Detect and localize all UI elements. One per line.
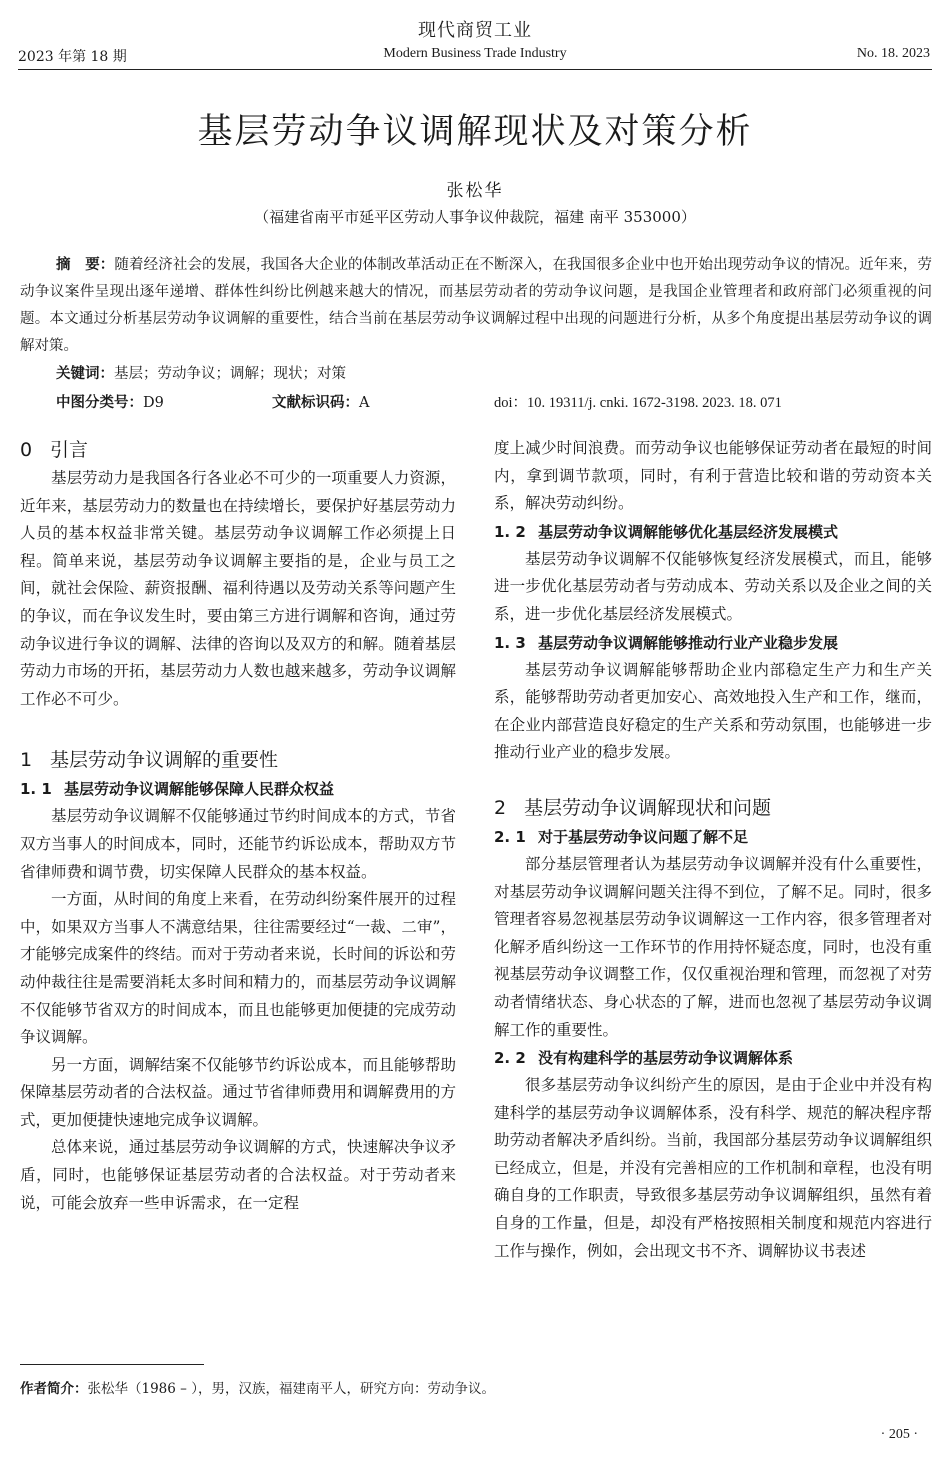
paragraph: 基层劳动力是我国各行各业必不可少的一项重要人力资源，近年来，基层劳动力的数量也在持续增长，要保护好基层劳动力人员的基本权益非常关键。基层劳动争议调解工作必须提上日程。简单来说，基层劳动争议调解主要指的是，企业与员工之间，就社会保险、薪资报酬、福利待遇以及劳动关系等问题产生的争议，而在争议发生时，要由第三方进行调解和咨询，通过劳动争议进行争议的调解、法律的咨询以及双方的和解。随着基层劳动力市场的开拓，基层劳动力人数也越来越多，劳动争议调解工作必不可少。 <box>20 469 456 708</box>
left-column <box>20 435 456 1217</box>
footnote-rule <box>20 1364 204 1365</box>
header-rule <box>18 69 932 70</box>
subsection-heading: 1. 3 基层劳动争议调解能够推动行业产业稳步发展 <box>494 633 839 652</box>
keywords-text: 基层；劳动争议；调解；现状；对策 <box>114 366 346 382</box>
doi: doi：10. 19311/j. cnki. 1672-3198. 2023. 18. 071 <box>494 395 782 411</box>
section-heading: 1 基层劳动争议调解的重要性 <box>20 749 279 772</box>
footnote-text: 张松华（1986 – ），男，汉族，福建南平人，研究方向：劳动争议。 <box>87 1381 495 1397</box>
footnote-label: 作者简介： <box>20 1381 88 1397</box>
clc-value: D9 <box>143 395 164 411</box>
subsection-heading: 1. 1 基层劳动争议调解能够保障人民群众权益 <box>20 780 335 799</box>
paragraph: 部分基层管理者认为基层劳动争议调解并没有什么重要性，对基层劳动争议调解问题关注得不到位，了解不足。同时，很多管理者容易忽视基层劳动争议调解这一工作内容，很多管理者对化解矛盾纠纷这一工作环节的作用持怀疑态度，同时，也没有重视基层劳动争议调整工作，仅仅重视治理和管理，而忽视了对劳动者情绪状态、身心状态的了解，进而也忽视了基层劳动争议调解工作的重要性。 <box>494 854 932 1039</box>
paragraph: 很多基层劳动争议纠纷产生的原因，是由于企业中并没有构建科学的基层劳动争议调解体系，没有科学、规范的解决程序帮助劳动者解决矛盾纠纷。当前，我国部分基层劳动争议调解组织已经成立，但是，并没有完善相应的工作机制和章程，也没有明确自身的工作职责，导致很多基层劳动争议调解组织，虽然有着自身的工作量，但是，却没有严格按照相关制度和规范内容进行工作与操作，例如，会出现文书不齐、调解协议书表述 <box>494 1076 932 1260</box>
abstract-text: 随着经济社会的发展，我国各大企业的体制改革活动正在不断深入，在我国很多企业中也开始出现劳动争议的情况。近年来，劳动争议案件呈现出逐年递增、群体性纠纷比例越来越大的情况，而基层劳动者的劳动争议问题，是我国企业管理者和政府部门必须重视的问题。本文通过分析基层劳动争议调解的重要性，结合当前在基层劳动争议调解过程中出现的问题进行分析，从多个角度提出基层劳动争议的调解对策。 <box>20 257 933 354</box>
article-title: 基层劳动争议调解现状及对策分析 <box>197 112 753 152</box>
section-heading: 2 基层劳动争议调解现状和问题 <box>494 796 772 819</box>
document-code <box>272 391 369 412</box>
article-author: 张松华 <box>446 181 504 201</box>
paragraph: 基层劳动争议调解不仅能够恢复经济发展模式，而且，能够进一步优化基层劳动者与劳动成本、劳动关系以及企业之间的关系，进一步优化基层经济发展模式。 <box>494 549 932 623</box>
doc-code-label: 文献标识码： <box>272 395 359 411</box>
right-column <box>494 435 932 1265</box>
journal-name: 现代商贸工业 <box>418 20 532 41</box>
paragraph: 另一方面，调解结案不仅能够节约诉讼成本，而且能够帮助保障基层劳动者的合法权益。通过节省律师费用和调解费用的方式，更加便捷快速地完成争议调解。 <box>20 1055 456 1129</box>
paragraph: 总体来说，通过基层劳动争议调解的方式，快速解决争议矛盾，同时，也能够保证基层劳动者的合法权益。对于劳动者来说，可能会放弃一些申诉需求，在一定程 <box>20 1138 456 1212</box>
issue-en: No. 18. 2023 <box>856 46 930 61</box>
paragraph-continued: 度上减少时间浪费。而劳动争议也能够保证劳动者在最短的时间内，拿到调节款项，同时，有利于营造比较和谐的劳动资本关系，解决劳动纠纷。 <box>494 439 932 513</box>
author-footnote <box>20 1377 495 1397</box>
clc-label: 中图分类号： <box>56 395 143 411</box>
issue-cn: 2023 年第 18 期 <box>18 49 127 65</box>
abstract-label: 摘 要： <box>56 257 115 273</box>
paragraph: 一方面，从时间的角度上来看，在劳动纠纷案件展开的过程中，如果双方当事人不满意结果，往往需要经过“一裁、二审”，才能够完成案件的终结。而对于劳动者来说，长时间的诉讼和劳动仲裁往往是需要消耗太多时间和精力的，而基层劳动争议调解不仅能够节省双方的时间成本，而且也能够更加便捷的完成劳动争议调解。 <box>20 890 456 1047</box>
subsection-heading: 2. 1 对于基层劳动争议问题了解不足 <box>494 827 749 846</box>
paragraph: 基层劳动争议调解不仅能够通过节约时间成本的方式，节省双方当事人的时间成本，同时，还能节约诉讼成本，帮助双方节省律师费和调节费，切实保障人民群众的基本权益。 <box>20 807 456 881</box>
page-number: · 205 · <box>880 1427 918 1442</box>
subsection-heading: 1. 2 基层劳动争议调解能够优化基层经济发展模式 <box>494 522 839 541</box>
journal-name-en: Modern Business Trade Industry <box>383 46 567 61</box>
section-heading: 0 引言 <box>20 439 89 461</box>
doc-code-value: A <box>359 395 370 411</box>
abstract <box>20 252 932 360</box>
subsection-heading: 2. 2 没有构建科学的基层劳动争议调解体系 <box>494 1049 794 1068</box>
paragraph: 基层劳动争议调解能够帮助企业内部稳定生产力和生产关系，能够帮助劳动者更加安心、高效地投入生产和工作，继而，在企业内部营造良好稳定的生产关系和劳动氛围，也能够进一步推动行业产业的稳步发展。 <box>494 660 932 762</box>
keywords-label: 关键词： <box>56 366 114 382</box>
author-affiliation: （福建省南平市延平区劳动人事争议仲裁院，福建 南平 353000） <box>254 208 696 226</box>
keywords <box>56 362 346 383</box>
clc-number <box>56 391 164 412</box>
